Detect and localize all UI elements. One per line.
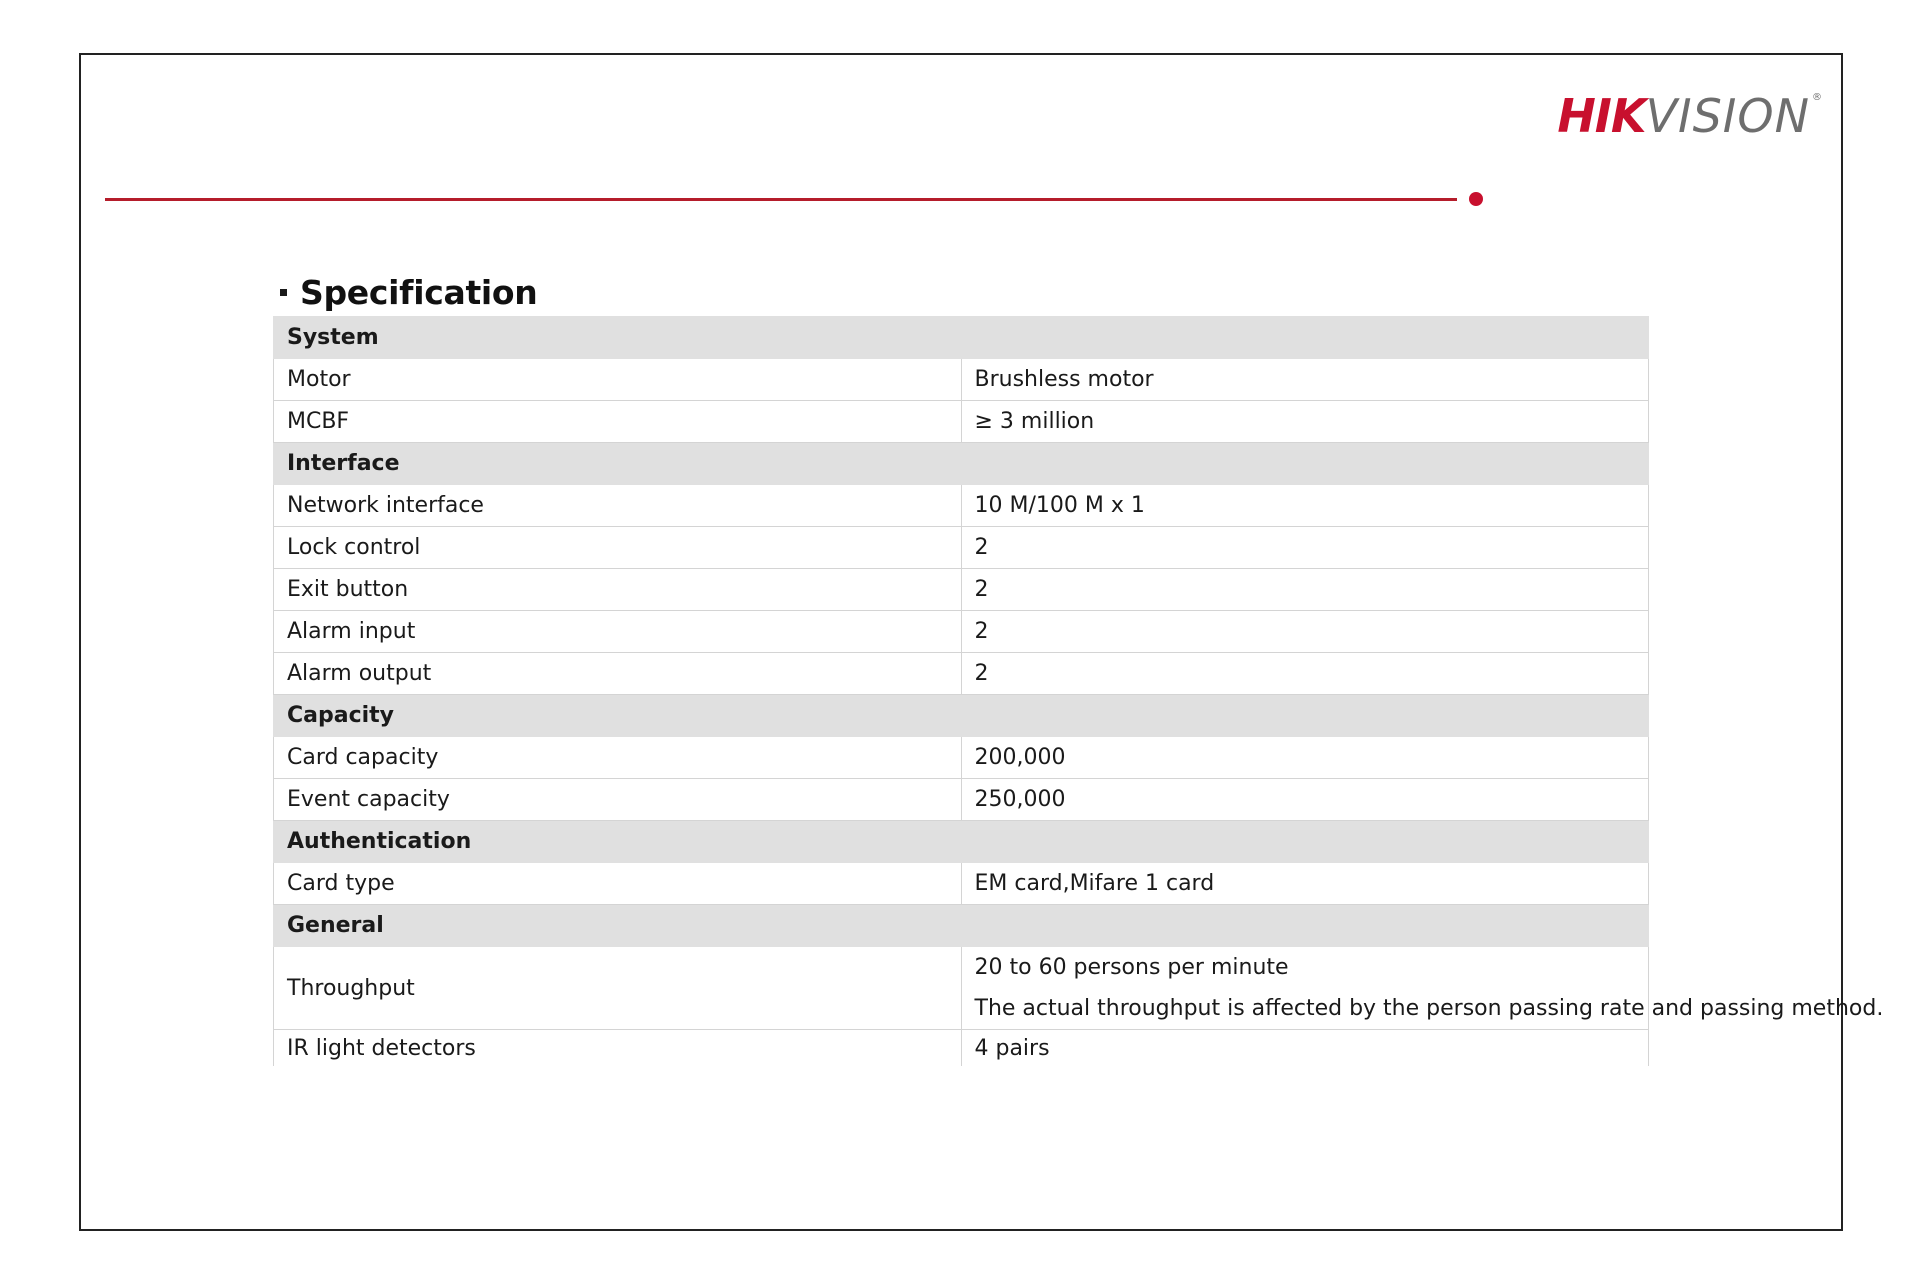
logo-vision-text: VISION bbox=[1645, 89, 1810, 143]
spec-label: Network interface bbox=[274, 485, 962, 527]
header-divider-dot bbox=[1469, 192, 1483, 206]
spec-value: 2 bbox=[961, 653, 1649, 695]
table-row bbox=[274, 779, 1649, 821]
table-row bbox=[274, 401, 1649, 443]
logo-hik-text: HIK bbox=[1557, 89, 1646, 143]
table-row bbox=[274, 485, 1649, 527]
group-row-interface bbox=[274, 443, 1649, 485]
group-row-general bbox=[274, 905, 1649, 947]
hikvision-logo bbox=[1557, 89, 1821, 143]
table-row bbox=[274, 947, 1649, 1030]
spec-value-line: 20 to 60 persons per minute bbox=[974, 955, 1289, 980]
spec-label: Alarm output bbox=[274, 653, 962, 695]
table-row bbox=[274, 863, 1649, 905]
spec-value: 4 pairs bbox=[961, 1030, 1649, 1067]
spec-value: EM card,Mifare 1 card bbox=[961, 863, 1649, 905]
spec-label: Exit button bbox=[274, 569, 962, 611]
table-row bbox=[274, 1030, 1649, 1067]
specification-table bbox=[273, 316, 1884, 1066]
spec-value: 10 M/100 M x 1 bbox=[961, 485, 1649, 527]
logo-registered-mark: ® bbox=[1812, 92, 1821, 103]
table-row bbox=[274, 737, 1649, 779]
spec-label: Motor bbox=[274, 359, 962, 401]
spec-label: MCBF bbox=[274, 401, 962, 443]
header-divider-line bbox=[105, 198, 1457, 201]
spec-value: 2 bbox=[961, 527, 1649, 569]
table-row bbox=[274, 653, 1649, 695]
spec-label: Alarm input bbox=[274, 611, 962, 653]
group-heading: Capacity bbox=[274, 695, 1649, 737]
group-heading: Authentication bbox=[274, 821, 1649, 863]
section-title: Specification bbox=[300, 273, 538, 312]
spec-value: Brushless motor bbox=[961, 359, 1649, 401]
spec-value: 200,000 bbox=[961, 737, 1649, 779]
table-row bbox=[274, 359, 1649, 401]
group-row-system bbox=[274, 317, 1649, 359]
group-row-capacity bbox=[274, 695, 1649, 737]
spec-label: Event capacity bbox=[274, 779, 962, 821]
group-heading: System bbox=[274, 317, 1649, 359]
bullet-square-icon bbox=[280, 289, 287, 296]
spec-label: Card type bbox=[274, 863, 962, 905]
table-row bbox=[274, 611, 1649, 653]
spec-value: 2 bbox=[961, 569, 1649, 611]
table-row bbox=[274, 569, 1649, 611]
slide-frame bbox=[79, 53, 1884, 1231]
spec-value: 250,000 bbox=[961, 779, 1649, 821]
spec-label: Throughput bbox=[274, 947, 962, 1030]
spec-label: Card capacity bbox=[274, 737, 962, 779]
spec-label: Lock control bbox=[274, 527, 962, 569]
group-heading: Interface bbox=[274, 443, 1649, 485]
table-row bbox=[274, 527, 1649, 569]
section-heading bbox=[280, 273, 538, 312]
spec-value-line: The actual throughput is affected by the person passing rate and passing method. bbox=[974, 996, 1884, 1021]
spec-label: IR light detectors bbox=[274, 1030, 962, 1067]
group-heading: General bbox=[274, 905, 1649, 947]
spec-value: 2 bbox=[961, 611, 1649, 653]
spec-value bbox=[961, 947, 1884, 1030]
group-row-authentication bbox=[274, 821, 1649, 863]
spec-value: ≥ 3 million bbox=[961, 401, 1649, 443]
